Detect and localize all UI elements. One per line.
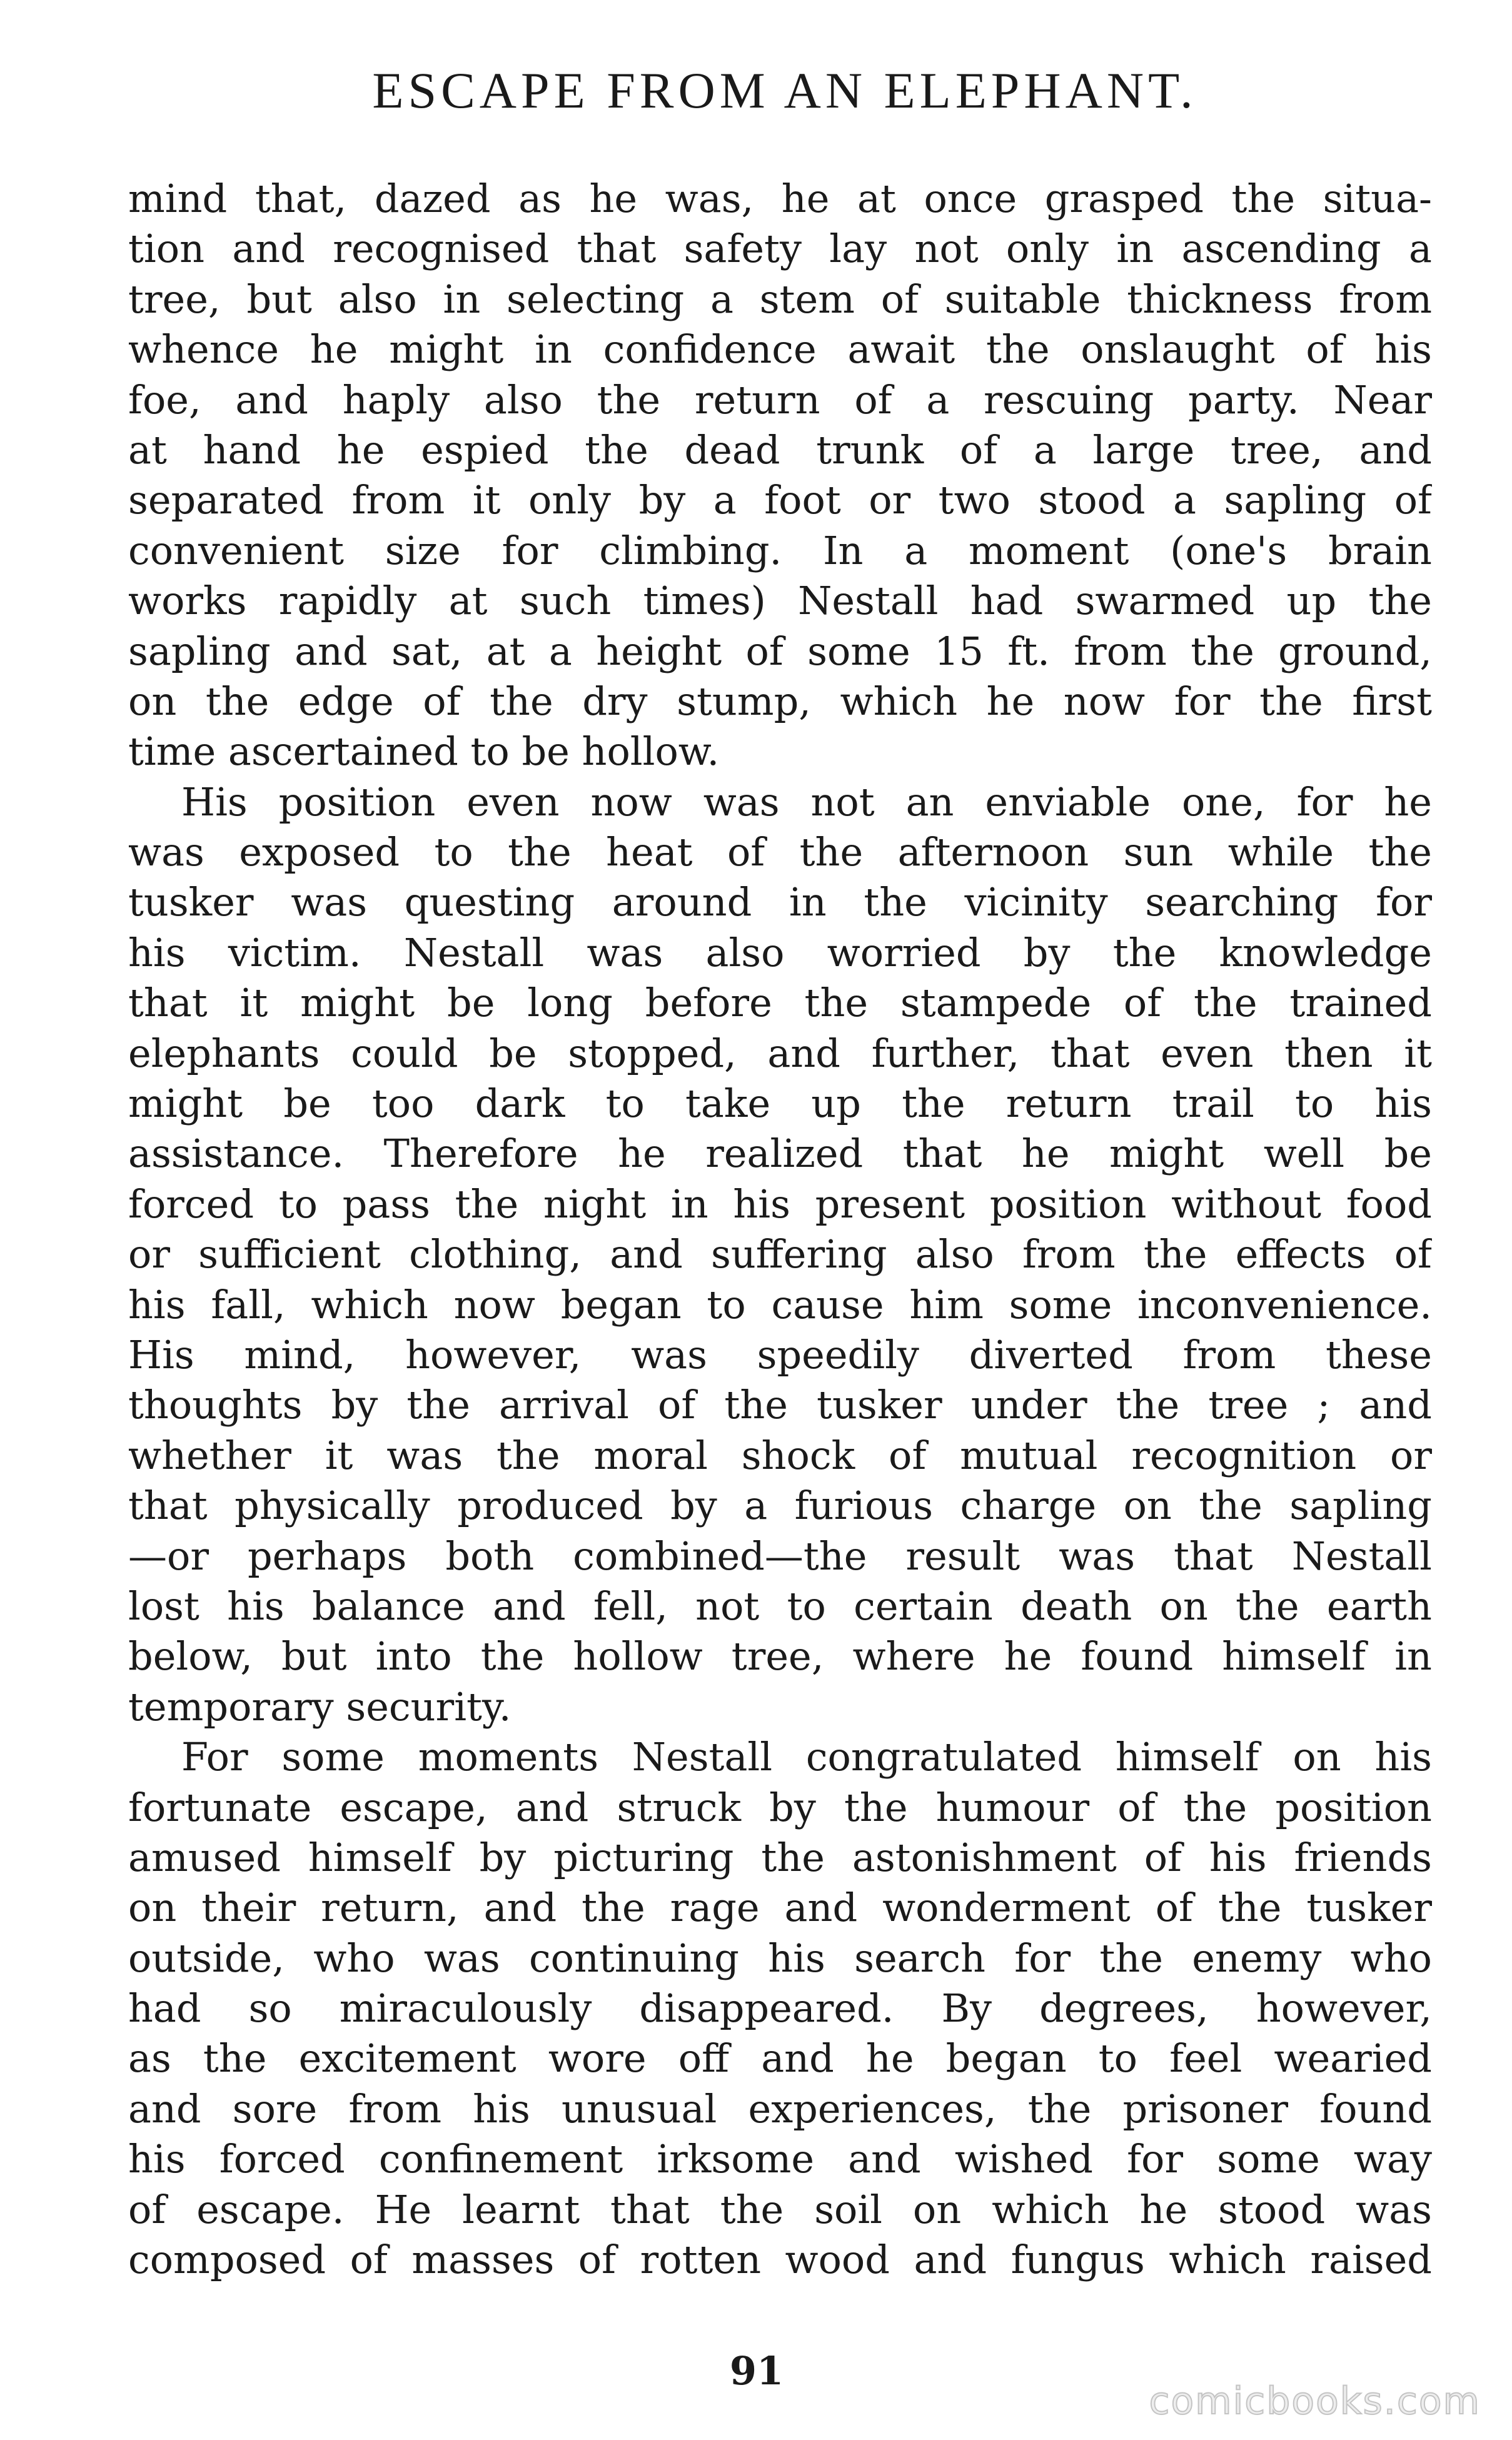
text-line: thoughts by the arrival of the tusker under the tree ; and <box>128 1382 1432 1428</box>
text-line: and sore from his unusual experiences, the prisoner found <box>128 2085 1432 2132</box>
text-line: elephants could be stopped, and further, that even then it <box>128 1030 1432 1076</box>
text-line: on their return, and the rage and wonderment of the tusker <box>128 1885 1432 1931</box>
text-line: might be too dark to take up the return trail to his <box>128 1081 1432 1127</box>
text-line: whence he might in confidence await the onslaught of his <box>128 326 1432 373</box>
text-line: separated from it only by a foot or two stood a sapling of <box>128 477 1432 523</box>
text-line: on the edge of the dry stump, which he now for the first <box>128 678 1432 724</box>
text-line: amused himself by picturing the astonishment of his friends <box>128 1834 1432 1880</box>
text-line: or sufficient clothing, and suffering also from the effects of <box>128 1231 1432 1278</box>
text-line: His position even now was not an enviable one, for he <box>181 779 1432 825</box>
text-line: had so miraculously disappeared. By degrees, however, <box>128 1985 1432 2032</box>
text-line: his forced confinement irksome and wished for some way <box>128 2136 1432 2182</box>
text-line: composed of masses of rotten wood and fungus which raised <box>128 2237 1432 2283</box>
text-line: sapling and sat, at a height of some 15 ft. from the ground, <box>128 628 1432 674</box>
text-line: below, but into the hollow tree, where he found himself in <box>128 1633 1432 1680</box>
text-line: His mind, however, was speedily diverted from these <box>128 1331 1432 1378</box>
text-line: outside, who was continuing his search for the enemy who <box>128 1935 1432 1981</box>
text-line: lost his balance and fell, not to certain death on the earth <box>128 1583 1432 1629</box>
page-number: 91 <box>729 2348 784 2394</box>
paragraph-1 <box>128 174 1432 777</box>
watermark: comicbooks.com <box>1149 2379 1481 2423</box>
text-line: that it might be long before the stampede of the trained <box>128 980 1432 1026</box>
text-line: as the excitement wore off and he began to feel wearied <box>128 2035 1432 2082</box>
text-line: that physically produced by a furious charge on the sapling <box>128 1483 1432 1529</box>
text-line: at hand he espied the dead trunk of a large tree, and <box>128 426 1432 473</box>
text-line: convenient size for climbing. In a moment (one's brain <box>128 527 1432 573</box>
text-line: forced to pass the night in his present position without food <box>128 1181 1432 1227</box>
text-line: his victim. Nestall was also worried by the knowledge <box>128 929 1432 975</box>
text-line: temporary security. <box>128 1683 512 1730</box>
text-line: fortunate escape, and struck by the humour of the position <box>128 1784 1432 1830</box>
text-line: his fall, which now began to cause him some inconvenience. <box>128 1281 1432 1328</box>
text-line: For some moments Nestall congratulated himself on his <box>181 1734 1432 1780</box>
text-line: tion and recognised that safety lay not only in ascending a <box>128 226 1432 272</box>
text-line: tusker was questing around in the vicinity searching for <box>128 879 1432 925</box>
text-line: —or perhaps both combined—the result was that Nestall <box>128 1533 1432 1579</box>
paragraph-2 <box>128 777 1432 1732</box>
text-line: mind that, dazed as he was, he at once grasped the situa- <box>128 176 1432 221</box>
text-line: time ascertained to be hollow. <box>128 728 720 775</box>
text-line: foe, and haply also the return of a rescuing party. Near <box>128 376 1432 423</box>
body-text <box>128 174 1432 2285</box>
text-line: tree, but also in selecting a stem of suitable thickness from <box>128 276 1432 322</box>
text-line: works rapidly at such times) Nestall had swarmed up the <box>128 578 1432 624</box>
text-line: assistance. Therefore he realized that he might well be <box>128 1131 1432 1177</box>
text-line: was exposed to the heat of the afternoon sun while the <box>128 829 1432 875</box>
paragraph-3 <box>128 1732 1432 2285</box>
text-line: of escape. He learnt that the soil on which he stood was <box>128 2186 1432 2232</box>
running-head-title: ESCAPE FROM AN ELEPHANT. <box>372 62 1197 119</box>
text-line: whether it was the moral shock of mutual recognition or <box>128 1432 1432 1478</box>
